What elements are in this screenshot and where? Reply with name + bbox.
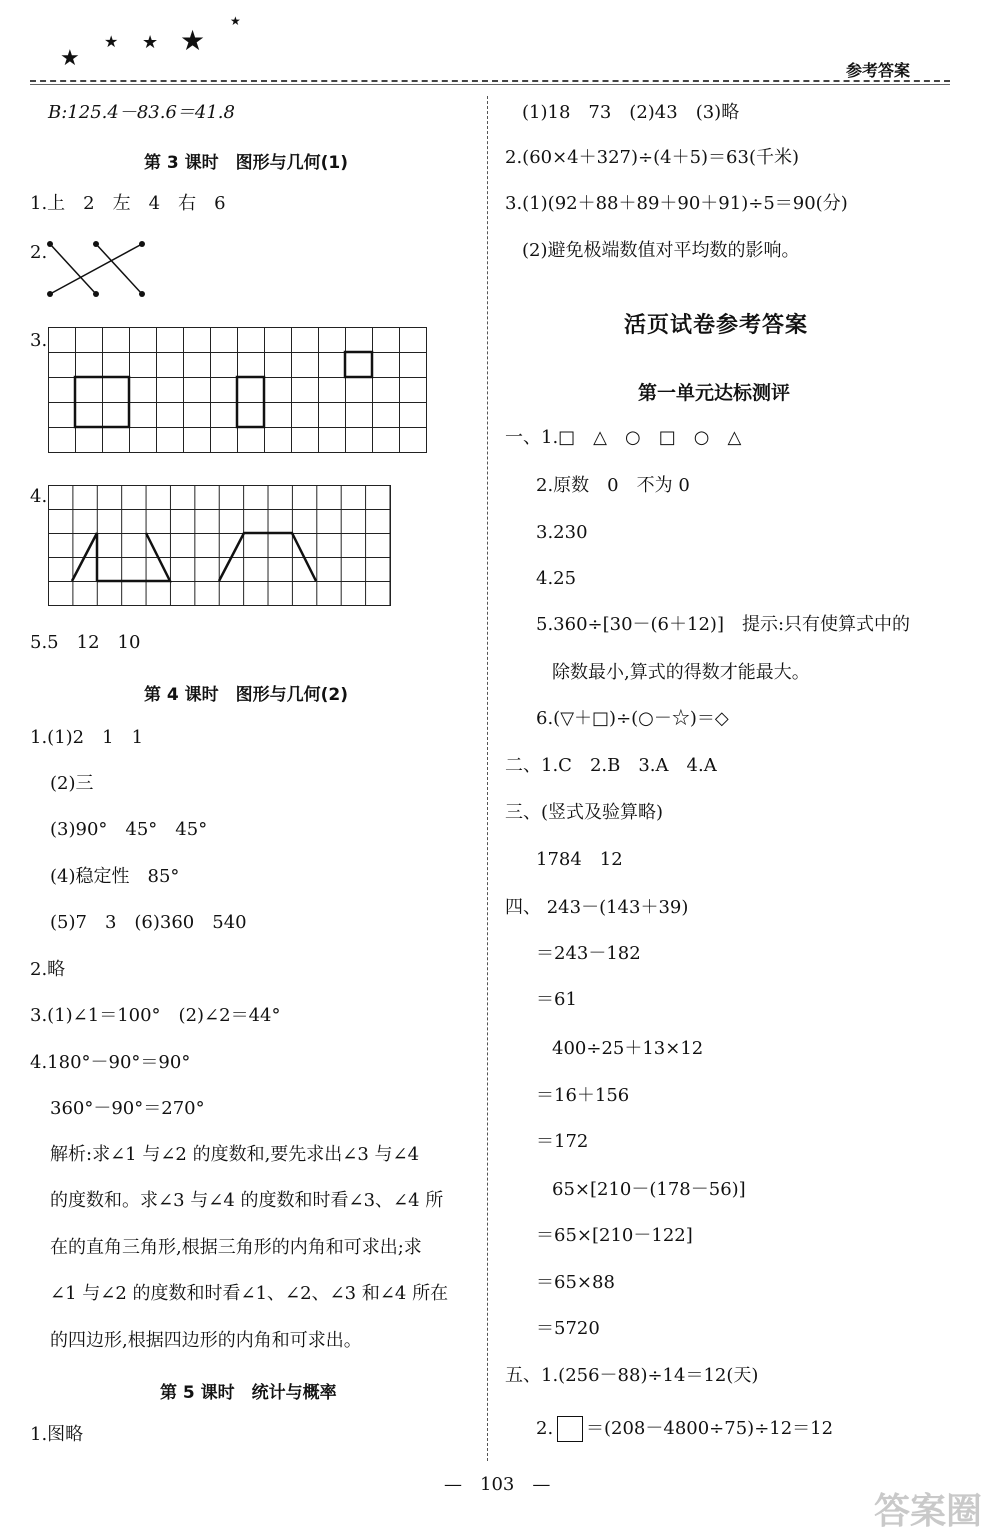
answer-line: (5)7 3 (6)360 540 (50, 912, 247, 933)
question-number: 4. (30, 486, 48, 507)
column-divider (487, 96, 488, 1461)
star-icon: ★ (60, 46, 80, 71)
answer-line: 1.图略 (30, 1424, 84, 1445)
answer-line: 5.360÷[30－(6＋12)] 提示:只有使算式中的 (536, 614, 911, 635)
answer-line: ＝65×88 (536, 1272, 615, 1293)
answer-line: (2)三 (50, 773, 94, 794)
section-heading: 第 3 课时 图形与几何(1) (144, 153, 349, 173)
answer-line: ＝65×[210－122] (536, 1225, 693, 1246)
star-icon: ★ (104, 32, 119, 51)
watermark-logo (873, 1491, 982, 1532)
answer-line: 3.230 (536, 522, 588, 543)
star-icon: ★ (180, 24, 206, 57)
answer-line: 2.(60×4＋327)÷(4＋5)＝63(千米) (505, 147, 799, 168)
answer-line: 四、 243－(143＋39) (505, 897, 689, 918)
question-number: 3. (30, 330, 48, 351)
explanation-line: 解析:求∠1 与∠2 的度数和,要先求出∠3 与∠4 (50, 1144, 420, 1165)
explanation-line: 的四边形,根据四边形的内角和可求出。 (50, 1330, 362, 1351)
answer-line: B:125.4－83.6＝41.8 (48, 102, 235, 123)
page-number: — 103 — (444, 1474, 551, 1495)
header-rule (30, 84, 950, 85)
question-number: 2. (30, 242, 48, 263)
explanation-line: 的度数和。求∠3 与∠4 的度数和时看∠3、∠4 所 (50, 1190, 444, 1211)
answer-line: 三、(竖式及验算略) (505, 802, 664, 823)
answer-line: ＝243－182 (536, 943, 641, 964)
explanation-line: ∠1 与∠2 的度数和时看∠1、∠2、∠3 和∠4 所在 (50, 1283, 449, 1304)
watermark-text: 答案圈 (873, 1491, 982, 1532)
answer-line: 4.180°－90°＝90° (30, 1052, 191, 1073)
answer-line: 2.略 (30, 959, 66, 980)
answer-line: 1.(1)2 1 1 (30, 727, 144, 748)
star-icon: ★ (230, 14, 241, 28)
answer-line: 除数最小,算式的得数才能最大。 (552, 662, 810, 683)
section-heading: 第 4 课时 图形与几何(2) (144, 685, 349, 705)
answer-line: 6.(▽＋□)÷(○－☆)＝◇ (536, 708, 729, 729)
unit-heading: 第一单元达标测评 (638, 382, 791, 404)
answer-line: ＝172 (536, 1131, 589, 1152)
answer-line: ＝61 (536, 989, 577, 1010)
star-icon: ★ (142, 32, 159, 53)
answer-line: 2. (536, 1418, 554, 1439)
section-heading: 第 5 课时 统计与概率 (160, 1383, 337, 1403)
answer-line: (3)90° 45° 45° (50, 819, 208, 840)
answer-line: 1.上 2 左 4 右 6 (30, 193, 226, 214)
grid-shapes-2 (48, 485, 393, 607)
answer-line: 1784 12 (536, 849, 623, 870)
answer-line: 400÷25＋13×12 (552, 1038, 704, 1059)
main-heading: 活页试卷参考答案 (624, 313, 809, 338)
answer-line: ＝16＋156 (536, 1085, 630, 1106)
answer-line: 2.原数 0 不为 0 (536, 475, 690, 496)
answer-line: (4)稳定性 85° (50, 866, 180, 887)
answer-line: 3.(1)∠1＝100° (2)∠2＝44° (30, 1005, 281, 1026)
answer-line: (2)避免极端数值对平均数的影响。 (522, 240, 800, 261)
answer-line: 4.25 (536, 568, 577, 589)
explanation-line: 在的直角三角形,根据三角形的内角和可求出;求 (50, 1237, 422, 1258)
answer-line: 360°－90°＝270° (50, 1098, 205, 1119)
answer-line: 65×[210－(178－56)] (552, 1179, 746, 1200)
answer-line: ＝(208－4800÷75)÷12＝12 (586, 1418, 834, 1439)
blank-box (557, 1416, 583, 1442)
header-title: 参考答案 (846, 61, 911, 80)
header-rule (30, 80, 950, 82)
answer-line: 一、1.□ △ ○ □ ○ △ (505, 427, 742, 448)
answer-line: 5.5 12 10 (30, 632, 141, 653)
matching-lines-figure (44, 236, 154, 302)
answer-line: 3.(1)(92＋88＋89＋90＋91)÷5＝90(分) (505, 193, 848, 214)
answer-line: 五、1.(256－88)÷14＝12(天) (505, 1365, 759, 1386)
answer-line: (1)18 73 (2)43 (3)略 (522, 102, 740, 123)
answer-line: 二、1.C 2.B 3.A 4.A (505, 755, 717, 776)
grid-shapes-1 (48, 327, 428, 455)
answer-line: ＝5720 (536, 1318, 600, 1339)
